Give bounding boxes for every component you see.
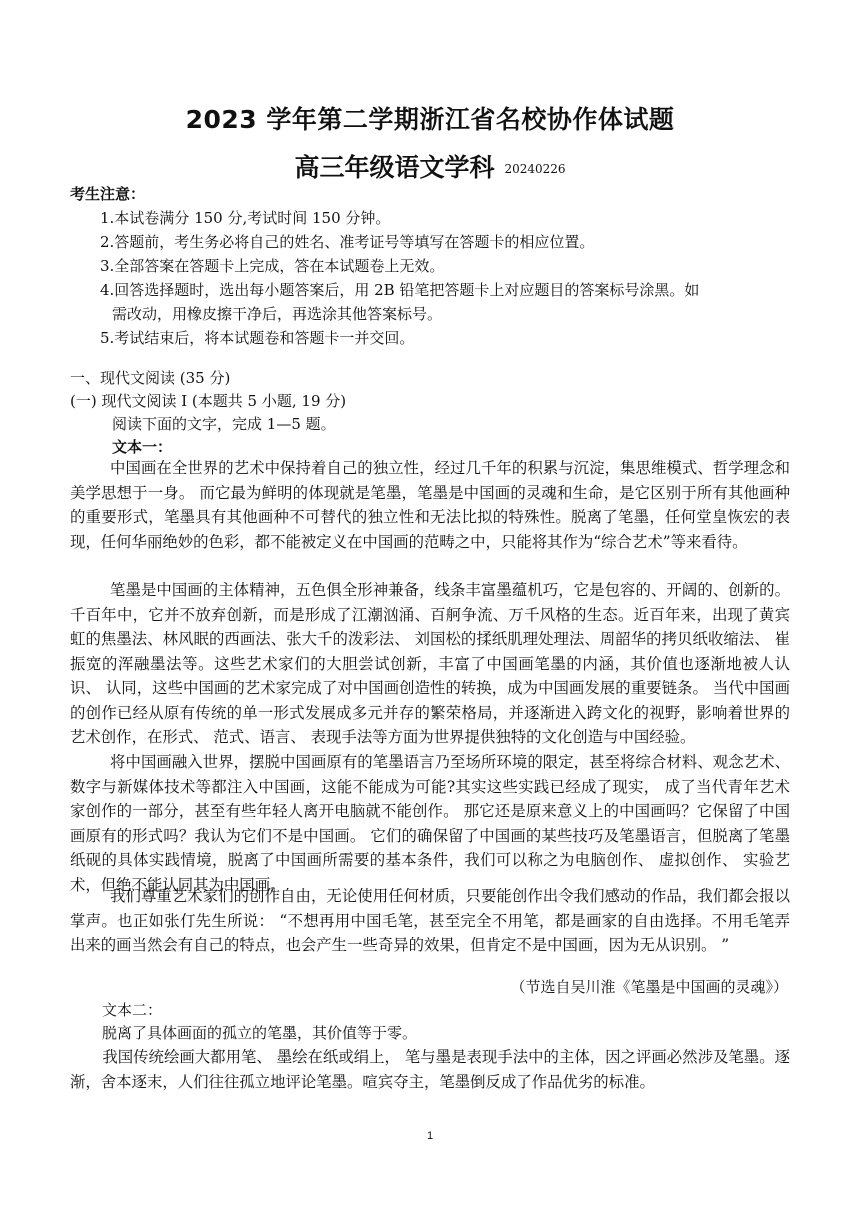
notice-item-continuation: 需改动，用橡皮擦干净后，再选涂其他答案标号。 <box>112 305 443 323</box>
text1-paragraph: 我们尊重艺术家们的创作自由，无论使用任何材质，只要能创作出令我们感动的作品，我们都会报以掌声。也正如张仃先生所说： “不想再用中国毛笔，甚至完全不用笔，都是画家的自由选择。不用毛笔弄出来的画当然会有自己的特点，也会产生一些奇异的效果，但肯定不是中国画，因为无从识别。 ” <box>70 887 790 954</box>
text2-paragraph: 脱离了具体画面的孤立的笔墨，其价值等于零。 <box>102 1024 418 1042</box>
exam-subtitle <box>0 148 860 184</box>
text2-label: 文本二： <box>102 1001 163 1019</box>
notice-item: 5.考试结束后，将本试题卷和答题卡一并交回。 <box>100 329 415 347</box>
text1-source: （节选自吴川淮《笔墨是中国画的灵魂》） <box>510 978 788 996</box>
text1-paragraph: 中国画在全世界的艺术中保持着自己的独立性，经过几千年的积累与沉淀，集思维模式、哲学理念和美学思想于一身。 而它最为鲜明的体现就是笔墨，笔墨是中国画的灵魂和生命，是它区别于所有其他画种的重要形式，笔墨具有其他画种不可替代的独立性和无法比拟的特殊性。脱离了笔墨，任何堂皇恢宏的表现，任何华丽绝妙的色彩，都不能被定义在中国画的范畴之中，只能将其作为“综合艺术”等来看待。 <box>70 459 790 551</box>
subsection-title: (一) 现代文阅读 I (本题共 5 小题, 19 分) <box>70 392 347 410</box>
text1-label: 文本一： <box>112 438 173 456</box>
exam-title: 2023 学年第二学期浙江省名校协作体试题 <box>185 105 675 134</box>
exam-code: 20240226 <box>504 162 566 176</box>
reading-instruction: 阅读下面的文字，完成 1—5 题。 <box>112 415 336 433</box>
notice-heading: 考生注意： <box>70 185 146 203</box>
notice-item: 3.全部答案在答题卡上完成，答在本试题卷上无效。 <box>100 257 445 275</box>
text1-paragraph: 笔墨是中国画的主体精神，五色俱全形神兼备，线条丰富墨蕴机巧，它是包容的、开阔的、创新的。千百年中，它并不放弃创新，而是形成了江潮汹涌、百舸争流、万千风格的生态。近百年来，出现了黄宾虹的焦墨法、林风眠的西画法、张大千的泼彩法、 刘国松的揉纸肌理处理法、周韶华的拷贝纸收缩法、 崔振宽的浑融墨法等。这些艺术家们的大胆尝试创新，丰富了中国画笔墨的内涵，其价值也逐渐地被人认识、 认同，这些中国画的艺术家完成了对中国画创造性的转换，成为中国画发展的重要链条。 当代中国画的创作已经从原有传统的单一形式发展成多元并存的繁荣格局，并逐渐进入跨文化的视野，影响着世界的艺术创作，在形式、 范式、语言、 表现手法等方面为世界提供独特的文化创造与中国经验。 <box>70 581 790 746</box>
text1-paragraph: 将中国画融入世界，摆脱中国画原有的笔墨语言乃至场所环境的限定，甚至将综合材料、观念艺术、数字与新媒体技术等都注入中国画，这能不能成为可能?其实这些实践已经成了现实， 成了当代青年艺术家创作的一部分，甚至有些年轻人离开电脑就不能创作。 那它还是原来意义上的中国画吗？它保留了中国画原有的形式吗？我认为它们不是中国画。 它们的确保留了中国画的某些技巧及笔墨语言，但脱离了笔墨纸砚的具体实践情境，脱离了中国画所需要的基本条件，我们可以称之为电脑创作、 虚拟创作、 实验艺术，但绝不能认同其为中国画。 <box>70 753 790 894</box>
page-number: 1 <box>426 1130 434 1142</box>
notice-item: 1.本试卷满分 150 分,考试时间 150 分钟。 <box>100 209 391 227</box>
notice-list <box>100 206 800 350</box>
section-title: 一、现代文阅读 (35 分) <box>70 369 231 387</box>
subject-title: 高三年级语文学科 <box>294 153 495 182</box>
text2-paragraph: 我国传统绘画大都用笔、 墨绘在纸或绢上， 笔与墨是表现手法中的主体，因之评画必然涉及笔墨。逐渐，舍本逐末，人们往往孤立地评论笔墨。喧宾夺主，笔墨倒反成了作品优劣的标准。 <box>70 1048 790 1091</box>
notice-item: 4.回答选择题时，选出每小题答案后，用 2B 铅笔把答题卡上对应题目的答案标号涂黑。如 <box>100 281 700 299</box>
notice-item: 2.答题前，考生务必将自己的姓名、准考证号等填写在答题卡的相应位置。 <box>100 233 595 251</box>
